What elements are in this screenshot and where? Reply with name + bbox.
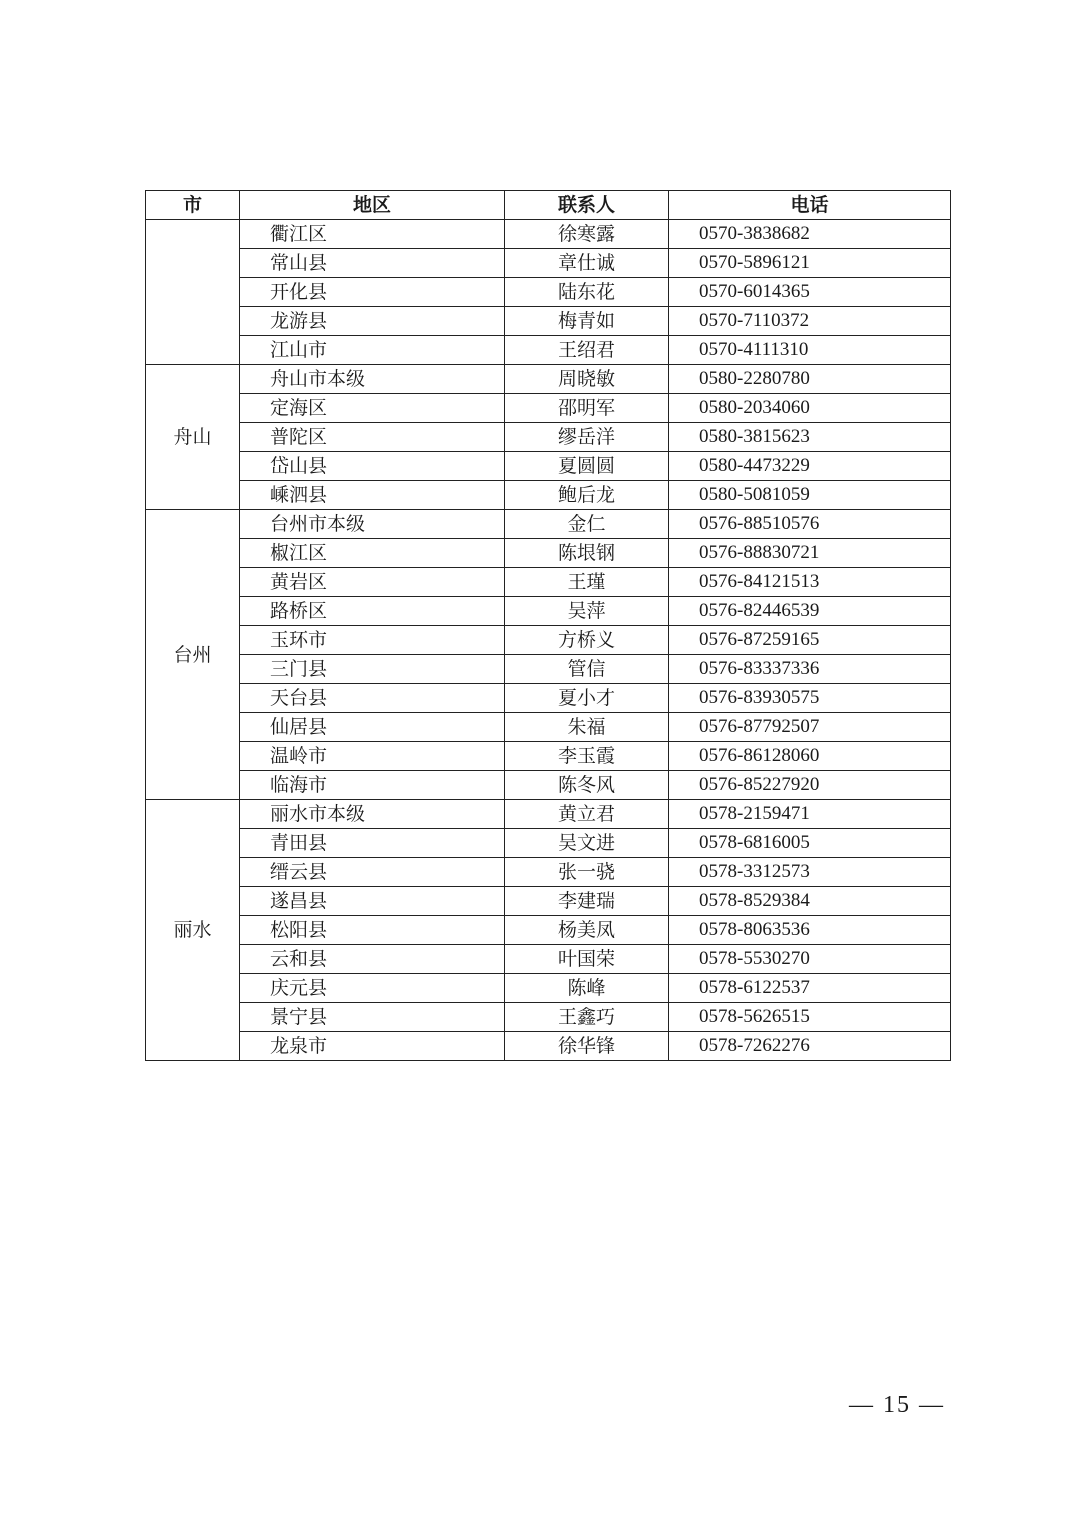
header-phone: 电话	[669, 191, 951, 220]
area-cell: 江山市	[240, 336, 505, 365]
phone-cell: 0578-5530270	[669, 945, 951, 974]
contact-cell: 陈冬风	[505, 771, 669, 800]
table-row	[146, 539, 951, 568]
table-row	[146, 713, 951, 742]
contact-cell: 周晓敏	[505, 365, 669, 394]
table-row	[146, 307, 951, 336]
table-row	[146, 394, 951, 423]
table-row	[146, 481, 951, 510]
table-row	[146, 220, 951, 249]
contact-cell: 张一骁	[505, 858, 669, 887]
contact-cell: 吴萍	[505, 597, 669, 626]
phone-cell: 0576-88830721	[669, 539, 951, 568]
city-cell	[146, 220, 240, 365]
contact-cell: 李建瑞	[505, 887, 669, 916]
area-cell: 天台县	[240, 684, 505, 713]
contact-cell: 邵明军	[505, 394, 669, 423]
table-row	[146, 829, 951, 858]
table-row	[146, 452, 951, 481]
phone-cell: 0576-85227920	[669, 771, 951, 800]
phone-cell: 0576-84121513	[669, 568, 951, 597]
area-cell: 温岭市	[240, 742, 505, 771]
area-cell: 龙泉市	[240, 1032, 505, 1061]
phone-cell: 0580-4473229	[669, 452, 951, 481]
table-row	[146, 771, 951, 800]
phone-cell: 0576-87792507	[669, 713, 951, 742]
area-cell: 庆元县	[240, 974, 505, 1003]
table-row	[146, 365, 951, 394]
area-cell: 黄岩区	[240, 568, 505, 597]
phone-cell: 0578-2159471	[669, 800, 951, 829]
phone-cell: 0570-5896121	[669, 249, 951, 278]
contact-cell: 王鑫巧	[505, 1003, 669, 1032]
contact-cell: 鲍后龙	[505, 481, 669, 510]
table-row	[146, 945, 951, 974]
header-area: 地区	[240, 191, 505, 220]
contact-cell: 朱福	[505, 713, 669, 742]
area-cell: 椒江区	[240, 539, 505, 568]
table-row	[146, 887, 951, 916]
contact-table	[145, 190, 951, 1061]
phone-cell: 0578-5626515	[669, 1003, 951, 1032]
phone-cell: 0578-3312573	[669, 858, 951, 887]
area-cell: 定海区	[240, 394, 505, 423]
contact-cell: 吴文进	[505, 829, 669, 858]
phone-cell: 0580-5081059	[669, 481, 951, 510]
area-cell: 开化县	[240, 278, 505, 307]
table-row	[146, 858, 951, 887]
phone-cell: 0580-3815623	[669, 423, 951, 452]
area-cell: 普陀区	[240, 423, 505, 452]
contact-cell: 李玉霞	[505, 742, 669, 771]
contact-cell: 缪岳洋	[505, 423, 669, 452]
table-row	[146, 510, 951, 539]
phone-cell: 0578-8063536	[669, 916, 951, 945]
table-row	[146, 655, 951, 684]
phone-cell: 0570-6014365	[669, 278, 951, 307]
table-row	[146, 800, 951, 829]
table-row	[146, 597, 951, 626]
contact-cell: 梅青如	[505, 307, 669, 336]
table-row	[146, 916, 951, 945]
contact-cell: 徐寒露	[505, 220, 669, 249]
table-row	[146, 336, 951, 365]
header-contact: 联系人	[505, 191, 669, 220]
table-row	[146, 568, 951, 597]
contact-cell: 叶国荣	[505, 945, 669, 974]
contact-cell: 杨美凤	[505, 916, 669, 945]
table-row	[146, 1003, 951, 1032]
phone-cell: 0578-6816005	[669, 829, 951, 858]
contact-cell: 王绍君	[505, 336, 669, 365]
contact-cell: 夏小才	[505, 684, 669, 713]
area-cell: 路桥区	[240, 597, 505, 626]
phone-cell: 0576-88510576	[669, 510, 951, 539]
area-cell: 玉环市	[240, 626, 505, 655]
contact-cell: 章仕诚	[505, 249, 669, 278]
contact-cell: 陈峰	[505, 974, 669, 1003]
area-cell: 龙游县	[240, 307, 505, 336]
phone-cell: 0576-87259165	[669, 626, 951, 655]
table-row	[146, 278, 951, 307]
contact-cell: 黄立君	[505, 800, 669, 829]
area-cell: 仙居县	[240, 713, 505, 742]
contact-cell: 陆东花	[505, 278, 669, 307]
table-row	[146, 423, 951, 452]
contact-cell: 金仁	[505, 510, 669, 539]
area-cell: 丽水市本级	[240, 800, 505, 829]
contact-cell: 管信	[505, 655, 669, 684]
page-number: — 15 —	[849, 1392, 945, 1418]
phone-cell: 0578-7262276	[669, 1032, 951, 1061]
table-body	[146, 220, 951, 1061]
phone-cell: 0578-6122537	[669, 974, 951, 1003]
contact-cell: 陈垠钢	[505, 539, 669, 568]
contact-cell: 徐华锋	[505, 1032, 669, 1061]
area-cell: 青田县	[240, 829, 505, 858]
area-cell: 景宁县	[240, 1003, 505, 1032]
area-cell: 缙云县	[240, 858, 505, 887]
area-cell: 遂昌县	[240, 887, 505, 916]
contact-cell: 夏圆圆	[505, 452, 669, 481]
phone-cell: 0580-2034060	[669, 394, 951, 423]
phone-cell: 0576-82446539	[669, 597, 951, 626]
area-cell: 台州市本级	[240, 510, 505, 539]
table-row	[146, 742, 951, 771]
area-cell: 舟山市本级	[240, 365, 505, 394]
table-row	[146, 1032, 951, 1061]
phone-cell: 0570-7110372	[669, 307, 951, 336]
phone-cell: 0576-86128060	[669, 742, 951, 771]
header-city: 市	[146, 191, 240, 220]
phone-cell: 0570-4111310	[669, 336, 951, 365]
contact-cell: 王瑾	[505, 568, 669, 597]
area-cell: 衢江区	[240, 220, 505, 249]
contact-cell: 方桥义	[505, 626, 669, 655]
phone-cell: 0570-3838682	[669, 220, 951, 249]
area-cell: 临海市	[240, 771, 505, 800]
table-row	[146, 974, 951, 1003]
table-row	[146, 626, 951, 655]
table-row	[146, 684, 951, 713]
table-header-row	[146, 191, 951, 220]
area-cell: 云和县	[240, 945, 505, 974]
table-row	[146, 249, 951, 278]
area-cell: 岱山县	[240, 452, 505, 481]
city-cell: 丽水	[146, 800, 240, 1061]
city-cell: 台州	[146, 510, 240, 800]
phone-cell: 0578-8529384	[669, 887, 951, 916]
phone-cell: 0576-83337336	[669, 655, 951, 684]
area-cell: 松阳县	[240, 916, 505, 945]
area-cell: 三门县	[240, 655, 505, 684]
area-cell: 嵊泗县	[240, 481, 505, 510]
city-cell: 舟山	[146, 365, 240, 510]
phone-cell: 0580-2280780	[669, 365, 951, 394]
phone-cell: 0576-83930575	[669, 684, 951, 713]
area-cell: 常山县	[240, 249, 505, 278]
